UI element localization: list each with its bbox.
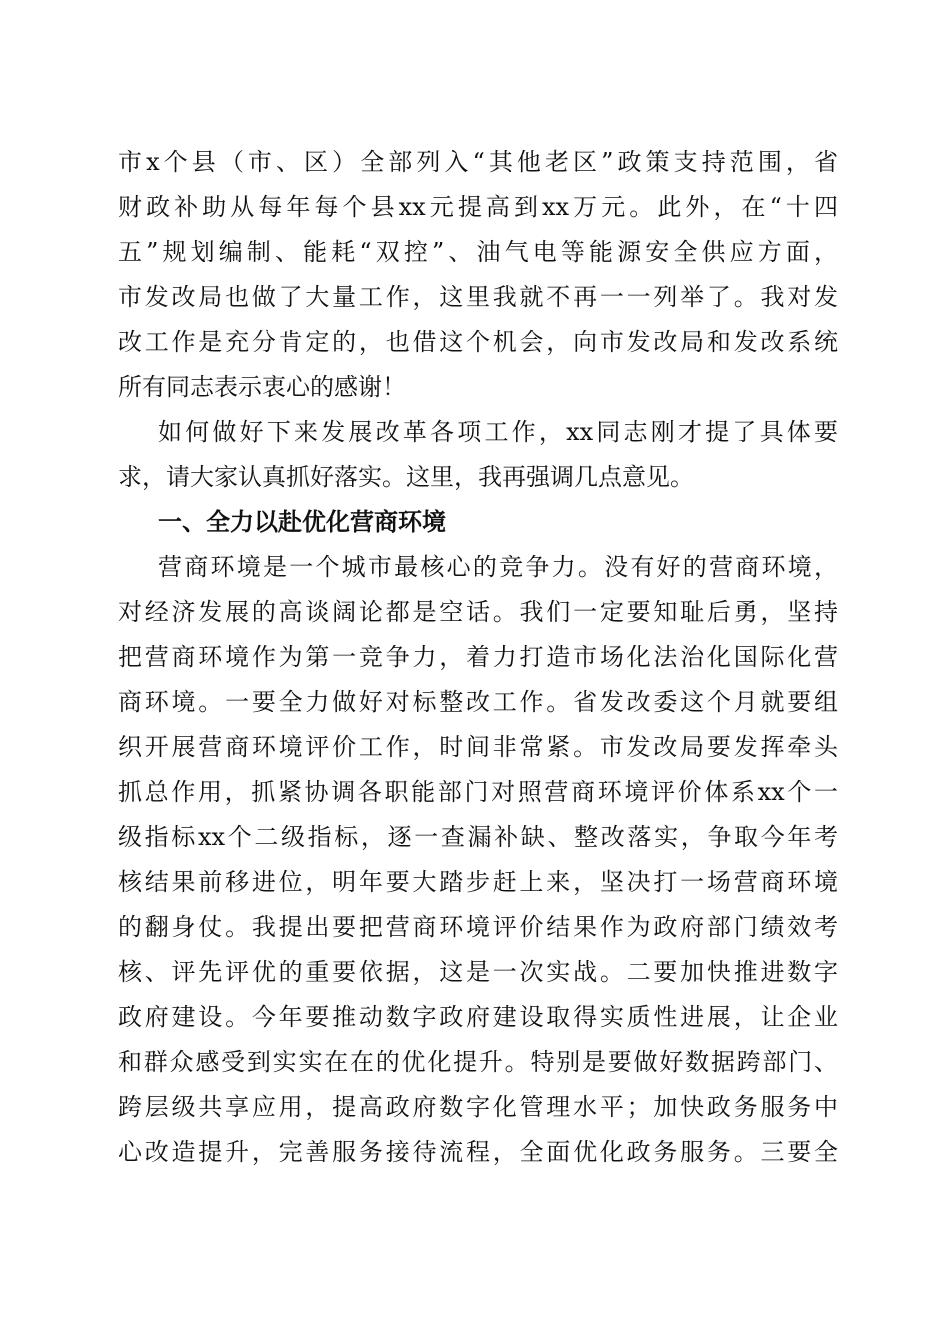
text-line: 商环境。一要全力做好对标整改工作。省发改委这个月就要组 [118,688,838,716]
text-line: 所有同志表示衷心的感谢！ [118,373,406,401]
text-line: 核结果前移进位，明年要大踏步赶上来，坚决打一场营商环境 [118,868,838,896]
text-line: 心改造提升，完善服务接待流程，全面优化政务服务。三要全 [118,1138,838,1166]
text-line: 核、评先评优的重要依据，这是一次实战。二要加快推进数字 [118,958,838,986]
text-line: 级指标xx个二级指标，逐一查漏补缺、整改落实，争取今年考 [118,823,838,851]
text-line: 营商环境是一个城市最核心的竞争力。没有好的营商环境， [158,553,838,581]
text-line: 的翻身仗。我提出要把营商环境评价结果作为政府部门绩效考 [118,913,838,941]
text-line: 和群众感受到实实在在的优化提升。特别是要做好数据跨部门、 [118,1048,838,1076]
text-line: 市发改局也做了大量工作，这里我就不再一一列举了。我对发 [118,283,838,311]
text-line: 五”规划编制、能耗“双控”、油气电等能源安全供应方面， [118,238,838,266]
text-line: 如何做好下来发展改革各项工作，xx同志刚才提了具体要 [158,418,838,446]
text-line: 市x个县（市、区）全部列入“其他老区”政策支持范围，省 [118,148,838,176]
text-line: 财政补助从每年每个县xx元提高到xx万元。此外，在“十四 [118,193,838,221]
text-line: 把营商环境作为第一竞争力，着力打造市场化法治化国际化营 [118,643,838,671]
text-line: 政府建设。今年要推动数字政府建设取得实质性进展，让企业 [118,1003,838,1031]
text-line: 跨层级共享应用，提高政府数字化管理水平；加快政务服务中 [118,1093,838,1121]
section-heading: 一、全力以赴优化营商环境 [158,508,446,536]
text-line: 织开展营商环境评价工作，时间非常紧。市发改局要发挥牵头 [118,733,838,761]
text-line: 改工作是充分肯定的，也借这个机会，向市发改局和发改系统 [118,328,838,356]
text-line: 抓总作用，抓紧协调各职能部门对照营商环境评价体系xx个一 [118,778,838,806]
text-line: 对经济发展的高谈阔论都是空话。我们一定要知耻后勇，坚持 [118,598,838,626]
text-line: 求，请大家认真抓好落实。这里，我再强调几点意见。 [118,463,694,491]
